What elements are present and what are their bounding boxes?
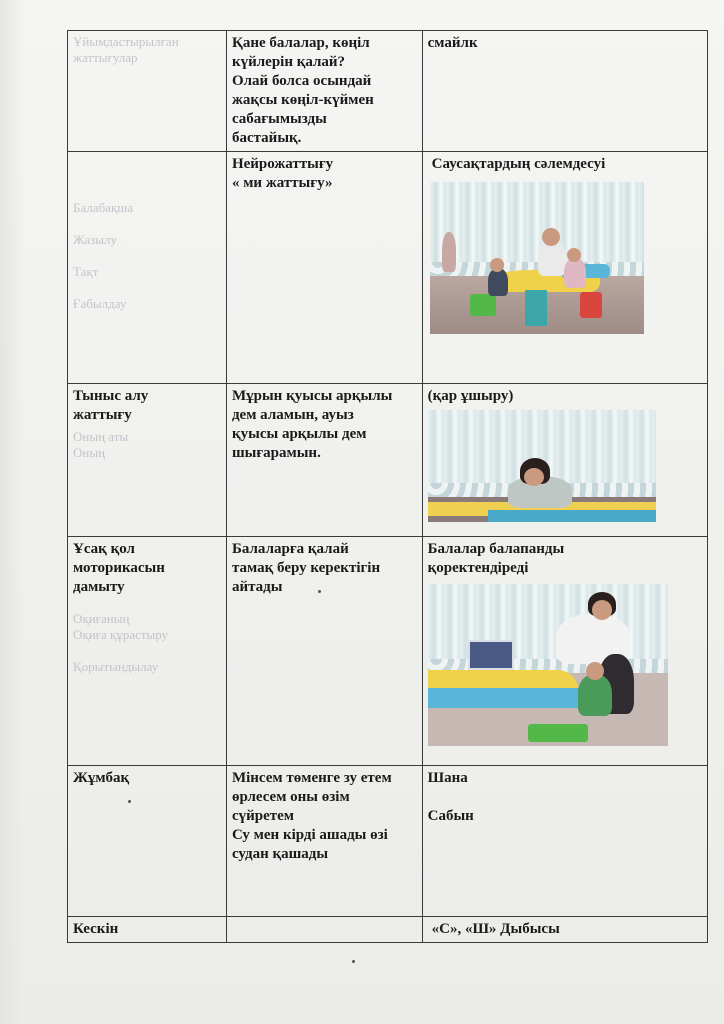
row1-col3-text: смайлк [427, 35, 478, 51]
row2-col3-text: Саусақтардың сәлемдесуі [431, 156, 606, 172]
row5-col2-cell [226, 766, 422, 917]
row5-col1-cell [68, 766, 227, 917]
row6-col1-cell [68, 917, 227, 943]
table-row [68, 152, 708, 384]
row5-col2-text: Мінсем төменге зу етем өрлесем оны өзім сүйретем Су мен кірді ашады өзі судан қашады [231, 770, 392, 862]
row1-col2-cell [226, 31, 422, 152]
breathing-exercise-photo [428, 410, 656, 522]
scan-speck [352, 960, 355, 963]
row4-col3-cell [422, 537, 707, 766]
row3-col1-faint-text: Оның аты Оның [73, 429, 129, 460]
row1-col2-text: Қане балалар, көңіл күйлерін қалай? Олай болса осындай жақсы көңіл-күймен сабағымызды бастайық. [231, 35, 374, 146]
row3-col3-text: (қар ұшыру) [427, 388, 514, 404]
row4-col1-text: Ұсақ қол моторикасын дамыту [73, 541, 165, 595]
row3-col1-cell [68, 384, 227, 537]
table-row [68, 384, 708, 537]
row4-col3-text: Балалар балапанды қоректендіреді [427, 541, 565, 576]
row2-col3-cell [422, 152, 707, 384]
classroom-photo [430, 182, 644, 334]
lesson-plan-table [67, 30, 708, 943]
row2-col2-text: Нейрожаттығу « ми жаттығу» [231, 156, 334, 191]
row1-col3-cell [422, 31, 707, 152]
table-row [68, 537, 708, 766]
row1-col1-faint-text: Ұйымдастырылған жаттығулар [73, 34, 179, 65]
row4-col2-text: Балаларға қалай тамақ беру керектігін айтады [231, 541, 381, 595]
row3-col3-cell [422, 384, 707, 537]
row5-col3-text: Шана Сабын [427, 770, 474, 824]
row6-col3-text: «С», «Ш» Дыбысы [431, 921, 560, 937]
row3-col1-text: Тыныс алу жаттығу [73, 388, 149, 423]
feeding-game-photo [428, 584, 668, 746]
row4-col1-cell [68, 537, 227, 766]
scan-speck [318, 590, 321, 593]
page-edge-shadow [0, 0, 24, 1024]
table-row [68, 766, 708, 917]
scan-speck [128, 800, 131, 803]
row2-col2-cell [226, 152, 422, 384]
table-row [68, 31, 708, 152]
row3-col2-text: Мұрын қуысы арқылы дем аламын, ауыз қуысы арқылы дем шығарамын. [231, 388, 393, 461]
row4-col1-faint-text: Оқиғаның Оқиға құрастыру Қорытындылау [73, 611, 169, 674]
row5-col3-cell [422, 766, 707, 917]
row2-col1-cell [68, 152, 227, 384]
row6-col3-cell [422, 917, 707, 943]
row4-col2-cell [226, 537, 422, 766]
row2-col1-faint-text: Балабақша Жазылу Тақт Ғабылдау [73, 200, 134, 311]
row6-col2-cell [226, 917, 422, 943]
row1-col1-cell [68, 31, 227, 152]
row5-col1-text: Жұмбақ [73, 770, 130, 786]
row3-col2-cell [226, 384, 422, 537]
table-row [68, 917, 708, 943]
row6-col1-text: Кескін [73, 921, 119, 937]
